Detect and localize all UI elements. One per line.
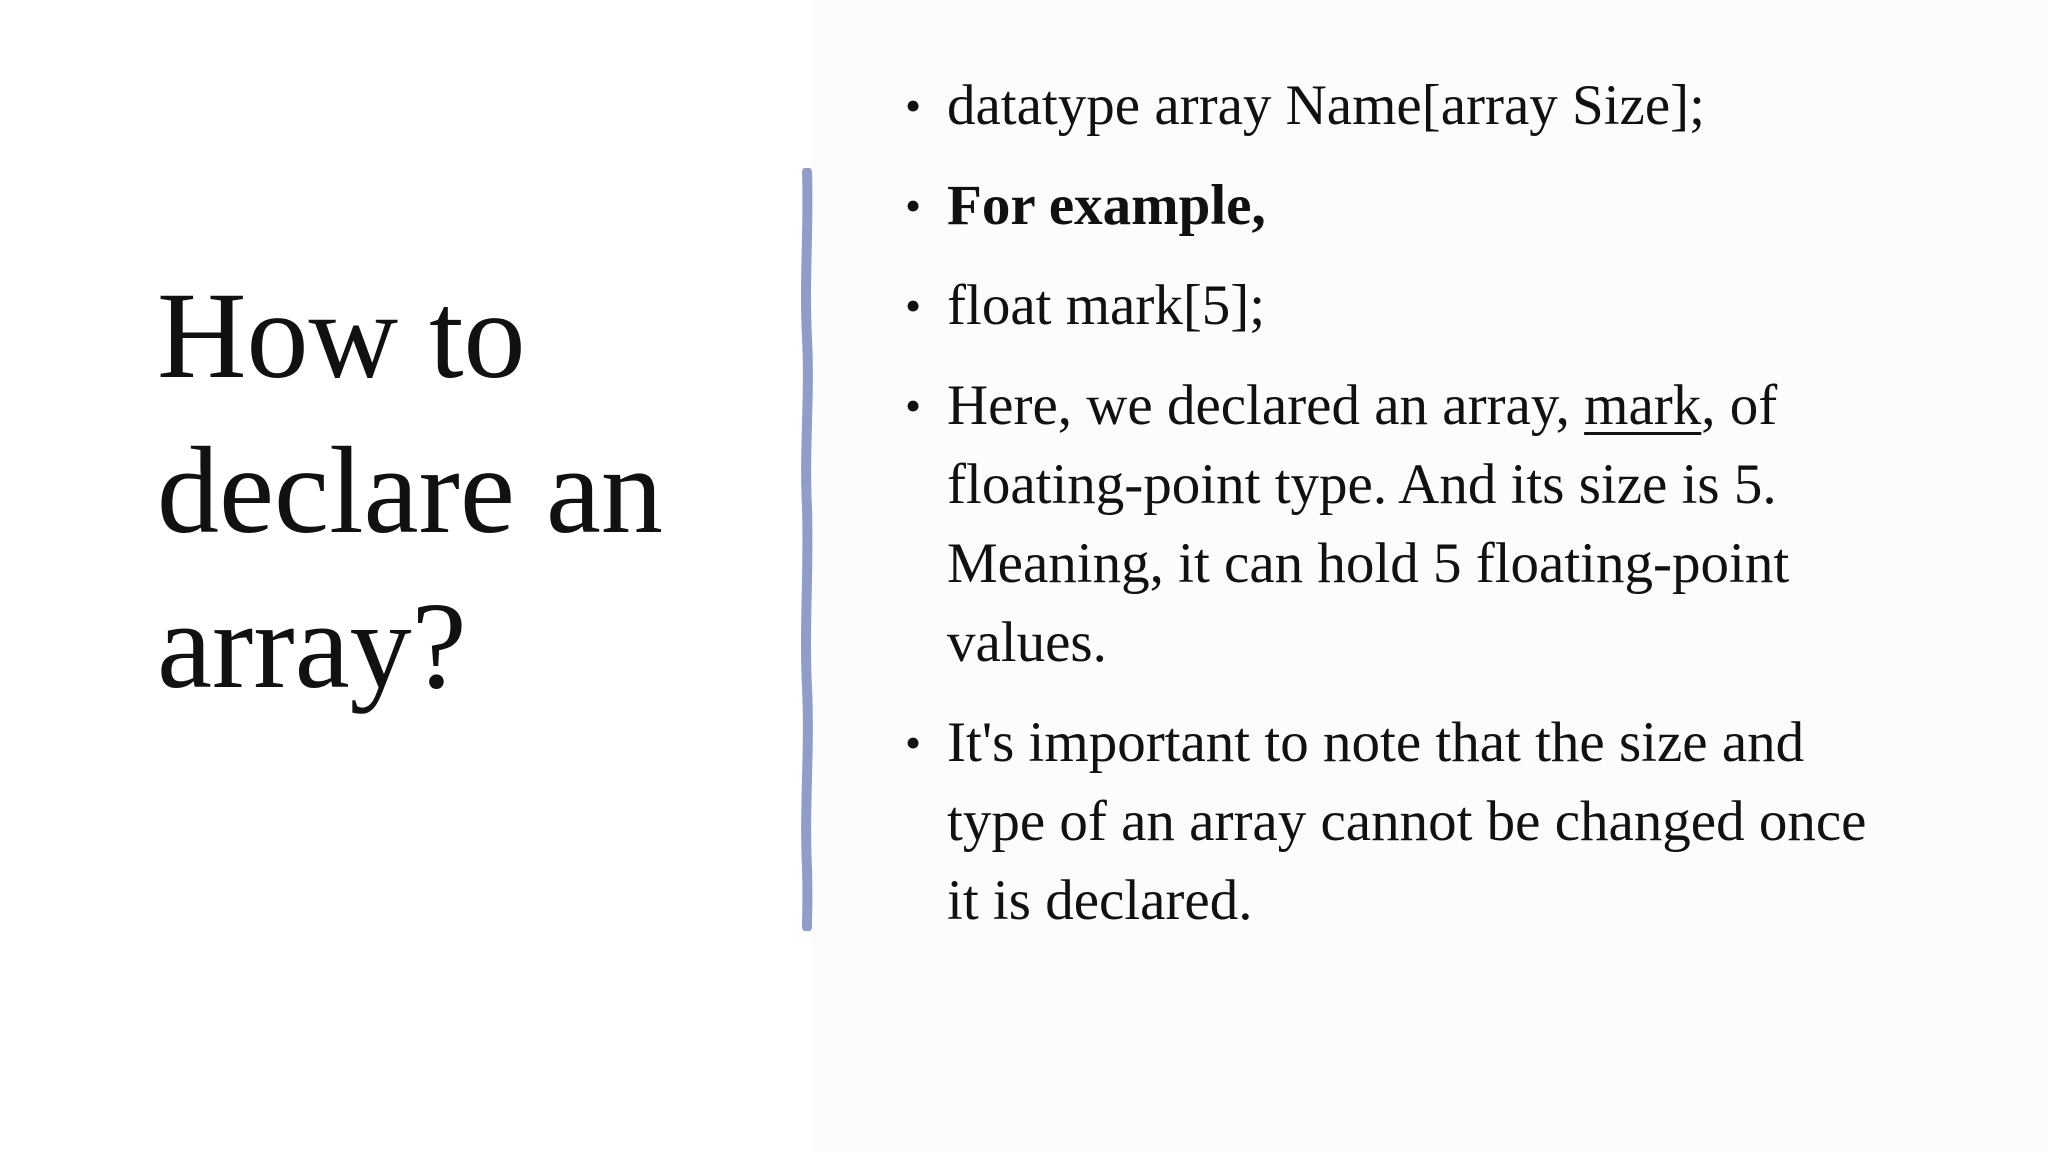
bullet-item — [905, 166, 1905, 245]
bullet-text-after: , of floating-point type. And its size is 5. Meaning, it can hold 5 floating-point values. — [947, 374, 1790, 674]
bullet-dot: • — [905, 180, 922, 231]
bullet-item — [905, 366, 1905, 682]
bullet-dot: • — [905, 280, 922, 331]
slide-title: How to declare an array? — [157, 267, 663, 714]
bullet-dot: • — [905, 380, 922, 431]
underlined-term-mark: mark — [1584, 374, 1702, 437]
bullet-text — [947, 374, 1789, 674]
bullet-dot: • — [905, 80, 922, 131]
vertical-divider — [796, 168, 818, 931]
bullet-text: datatype array Name[array Size]; — [947, 74, 1705, 137]
bullet-item — [905, 66, 1905, 145]
bullet-text: It's important to note that the size and type of an array cannot be changed once it is declared. — [947, 711, 1867, 932]
bullet-text-before: Here, we declared an array, — [947, 374, 1585, 437]
bullet-item — [905, 266, 1905, 345]
bullet-text: float mark[5]; — [947, 274, 1266, 337]
bullet-text: For example, — [947, 174, 1266, 237]
bullet-dot: • — [905, 717, 922, 768]
bullet-item — [905, 703, 1905, 940]
bullet-list — [905, 66, 1905, 961]
